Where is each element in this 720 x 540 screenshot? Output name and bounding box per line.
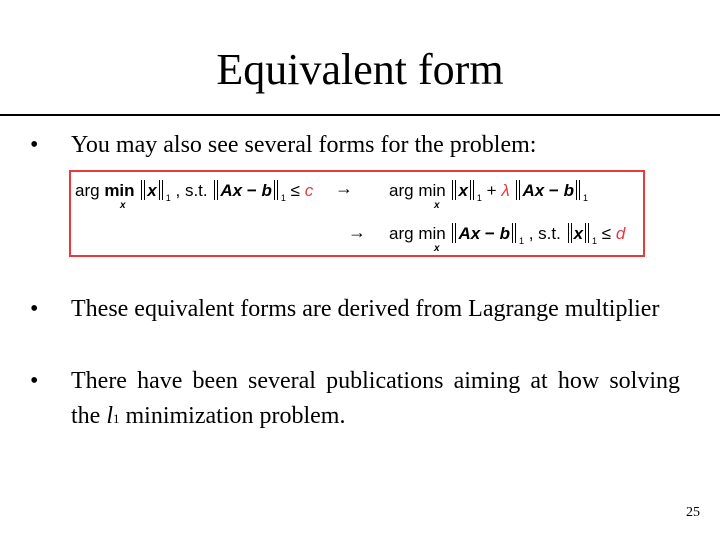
norm-subscript: 1: [582, 193, 588, 203]
formula-b: b: [563, 181, 574, 200]
norm-subscript: 1: [280, 193, 286, 203]
norm-bar: [516, 180, 520, 200]
formula-under-x: x: [120, 200, 126, 211]
bullet-text: These equivalent forms are derived from Lagrange multiplier: [71, 296, 660, 322]
bullet-item: [30, 128, 680, 163]
formula-st: , s.t.: [528, 224, 561, 243]
formula-lambda: λ: [501, 181, 510, 200]
bullet-marker: •: [30, 296, 39, 322]
bullet-marker: •: [30, 368, 39, 394]
formula-plus: +: [486, 181, 497, 200]
formula-minus: −: [242, 181, 262, 200]
arrow-icon: →: [348, 222, 366, 242]
title-divider: [0, 114, 720, 116]
formula-b: b: [261, 181, 272, 200]
norm-bar: [274, 180, 278, 200]
formula-x: x: [573, 224, 584, 243]
bullet-item: [30, 292, 680, 327]
formula-under-x: x: [434, 243, 440, 254]
formula-minus: −: [544, 181, 564, 200]
formula-line-2: [389, 223, 625, 251]
norm-bar: [512, 223, 516, 243]
l-subscript: 1: [113, 411, 120, 426]
formula-under-x: x: [434, 200, 440, 211]
formula-x: x: [458, 181, 468, 200]
formula-arg: arg: [389, 181, 414, 200]
formula-ax: Ax: [458, 224, 481, 243]
formula-minus: −: [480, 224, 500, 243]
formula-ax: Ax: [522, 181, 545, 200]
formula-x: x: [147, 181, 157, 200]
formula-min: min: [418, 224, 446, 243]
formula-le: ≤: [601, 224, 612, 243]
norm-bar: [214, 180, 218, 200]
norm-subscript: 1: [476, 193, 482, 203]
norm-bar: [470, 180, 474, 200]
formula-min: min: [418, 181, 446, 200]
formula-arg: arg: [389, 224, 414, 243]
formula-b: b: [499, 224, 510, 243]
norm-bar: [585, 223, 589, 243]
formula-min: min: [104, 181, 135, 200]
formula-line-1-right: [389, 180, 588, 208]
arrow-icon: →: [335, 178, 353, 198]
formula-ax: Ax: [220, 181, 243, 200]
bullet-text-part: minimization problem.: [119, 403, 346, 429]
bullet-marker: •: [30, 132, 39, 158]
norm-bar: [159, 180, 163, 200]
formula-st: , s.t.: [175, 181, 208, 200]
bullet-text: You may also see several forms for the problem:: [71, 132, 537, 158]
page-number: 25: [686, 505, 700, 520]
norm-subscript: 1: [165, 193, 171, 203]
formula-d: d: [615, 224, 626, 243]
formula-le: ≤: [290, 181, 300, 200]
formula-box: [69, 170, 645, 257]
bullet-item: [30, 364, 680, 436]
bullet-text-part: There have been several publications aiming at how solving the: [71, 368, 680, 429]
norm-bar: [452, 223, 456, 243]
l-symbol: l: [106, 403, 113, 429]
norm-bar: [452, 180, 456, 200]
norm-subscript: 1: [592, 236, 598, 246]
slide-title: Equivalent form: [216, 45, 504, 94]
norm-subscript: 1: [518, 236, 524, 246]
norm-bar: [141, 180, 145, 200]
norm-bar: [568, 223, 572, 243]
formula-c: c: [304, 181, 314, 200]
formula-arg: arg: [75, 181, 100, 200]
norm-bar: [576, 180, 580, 200]
bullet-text: [30, 364, 680, 436]
formula-line-1-left: [75, 180, 313, 208]
